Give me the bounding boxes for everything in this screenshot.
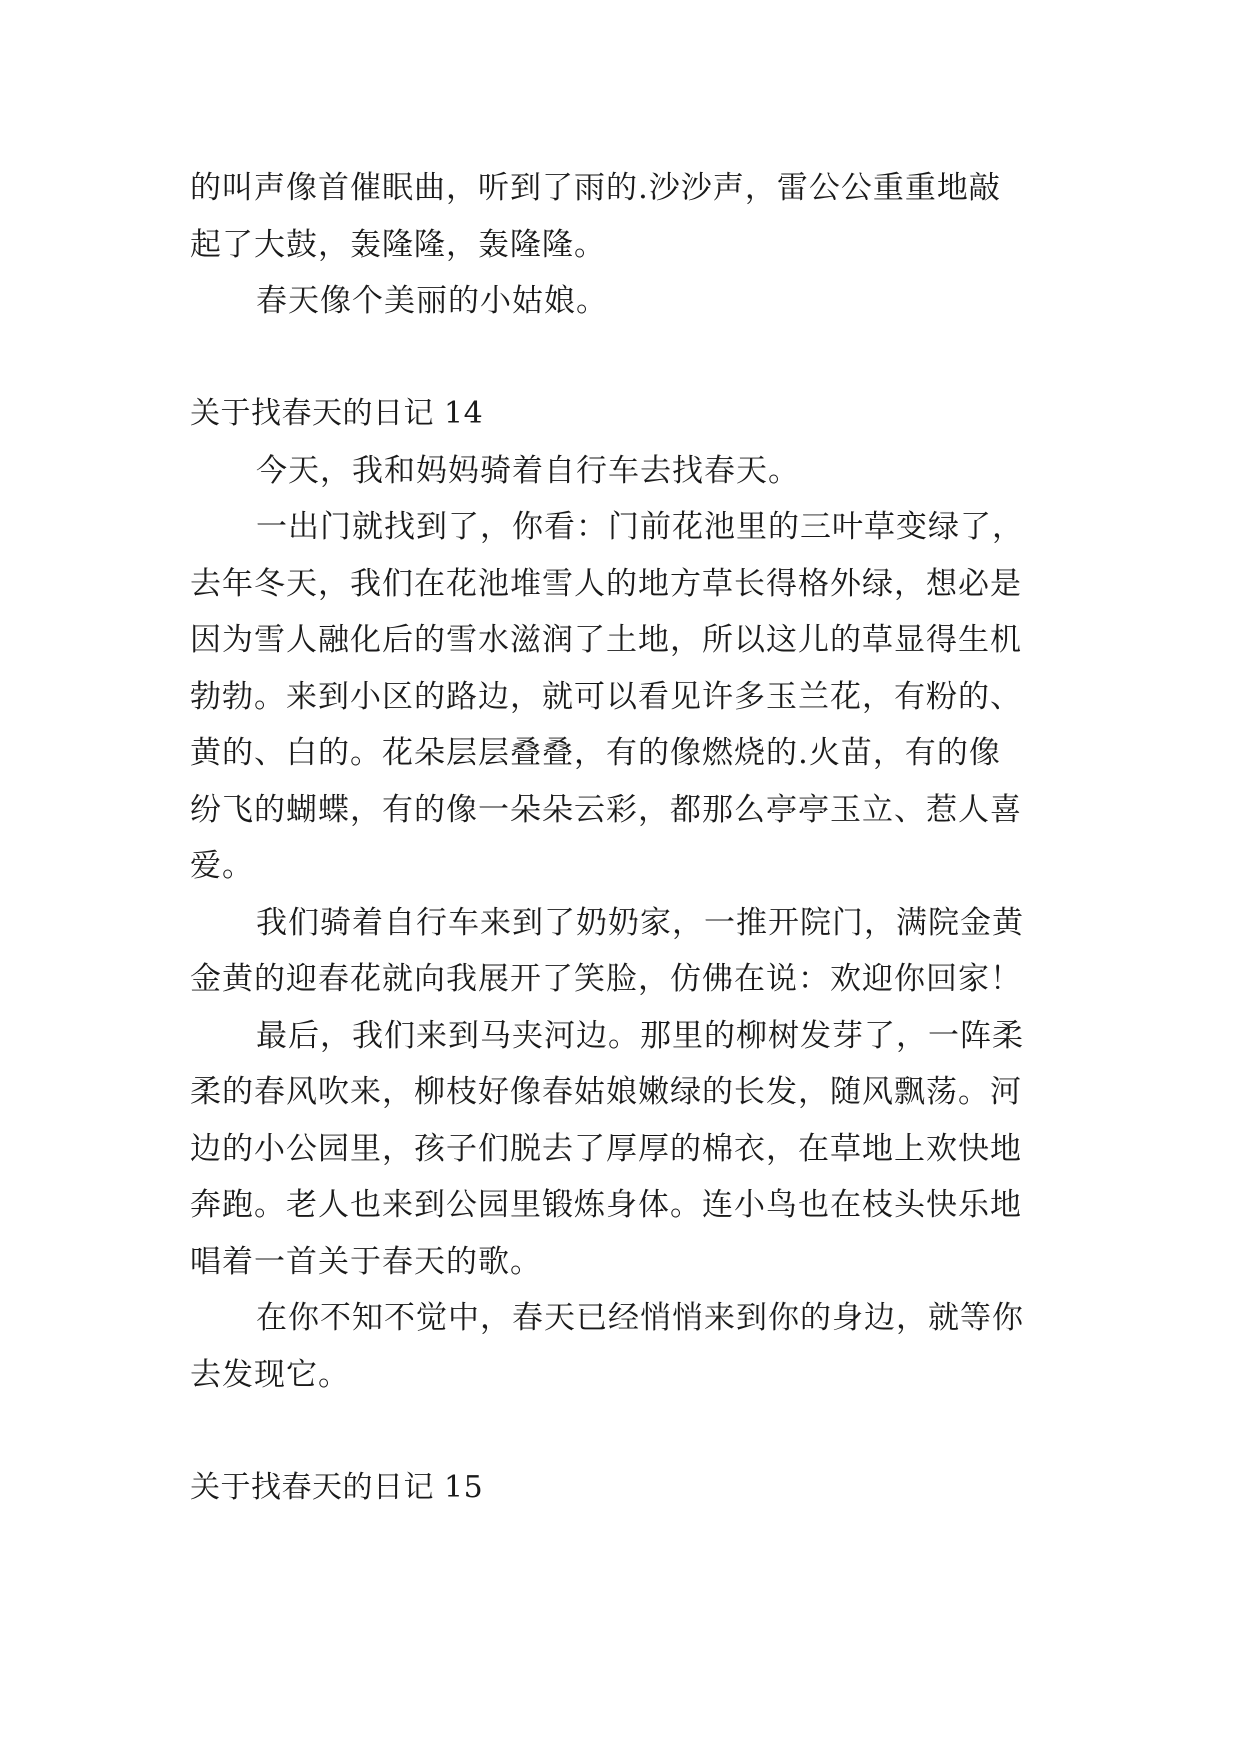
diary-14-paragraph-2 (190, 499, 1050, 895)
diary-14-title: 关于找春天的日记 14 (190, 396, 484, 431)
intro-paragraph (190, 160, 1050, 273)
text-line: 纷飞的蝴蝶，有的像一朵朵云彩，都那么亭亭玉立、惹人喜 (190, 791, 1022, 828)
document-body (190, 160, 1050, 1516)
text-line: 起了大鼓，轰隆隆，轰隆隆。 (190, 226, 606, 263)
text-line: 黄的、白的。花朵层层叠叠，有的像燃烧的.火苗，有的像 (190, 735, 1001, 771)
section-gap (190, 1403, 1050, 1460)
section-gap (190, 330, 1050, 387)
text-line: 在你不知不觉中，春天已经悄悄来到你的身边，就等你 (256, 1300, 1024, 1336)
text-line: 唱着一首关于春天的歌。 (190, 1243, 542, 1280)
diary-14-paragraph-4 (190, 1008, 1050, 1291)
text-line: 金黄的迎春花就向我展开了笑脸，仿佛在说：欢迎你回家！ (190, 961, 1022, 997)
text-line: 一出门就找到了，你看：门前花池里的三叶草变绿了， (256, 509, 1024, 545)
text-line: 我们骑着自行车来到了奶奶家，一推开院门，满院金黄 (256, 904, 1024, 941)
diary-14-paragraph-3 (190, 895, 1050, 1008)
diary-14-paragraph-1 (190, 443, 1050, 500)
text-line: 因为雪人融化后的雪水滋润了土地，所以这儿的草显得生机 (190, 622, 1022, 658)
text-line: 边的小公园里，孩子们脱去了厚厚的棉衣，在草地上欢快地 (190, 1130, 1022, 1167)
text-line: 最后，我们来到马夹河边。那里的柳树发芽了，一阵柔 (256, 1017, 1024, 1054)
text-line: 勃勃。来到小区的路边，就可以看见许多玉兰花，有粉的、 (190, 678, 1022, 715)
text-line: 奔跑。老人也来到公园里锻炼身体。连小鸟也在枝头快乐地 (190, 1187, 1022, 1223)
diary-15-title: 关于找春天的日记 15 (190, 1469, 484, 1505)
text-line: 去发现它。 (190, 1356, 350, 1393)
text-line: 柔的春风吹来，柳枝好像春姑娘嫩绿的长发，随风飘荡。河 (190, 1074, 1022, 1110)
diary-14-paragraph-5 (190, 1290, 1050, 1403)
text-line: 爱。 (190, 848, 254, 884)
text-line: 的叫声像首催眠曲，听到了雨的.沙沙声，雷公公重重地敲 (190, 170, 1001, 206)
text-line: 今天，我和妈妈骑着自行车去找春天。 (256, 452, 800, 489)
closing-paragraph: 春天像个美丽的小姑娘。 (256, 283, 608, 319)
text-line: 去年冬天，我们在花池堆雪人的地方草长得格外绿，想必是 (190, 565, 1022, 602)
